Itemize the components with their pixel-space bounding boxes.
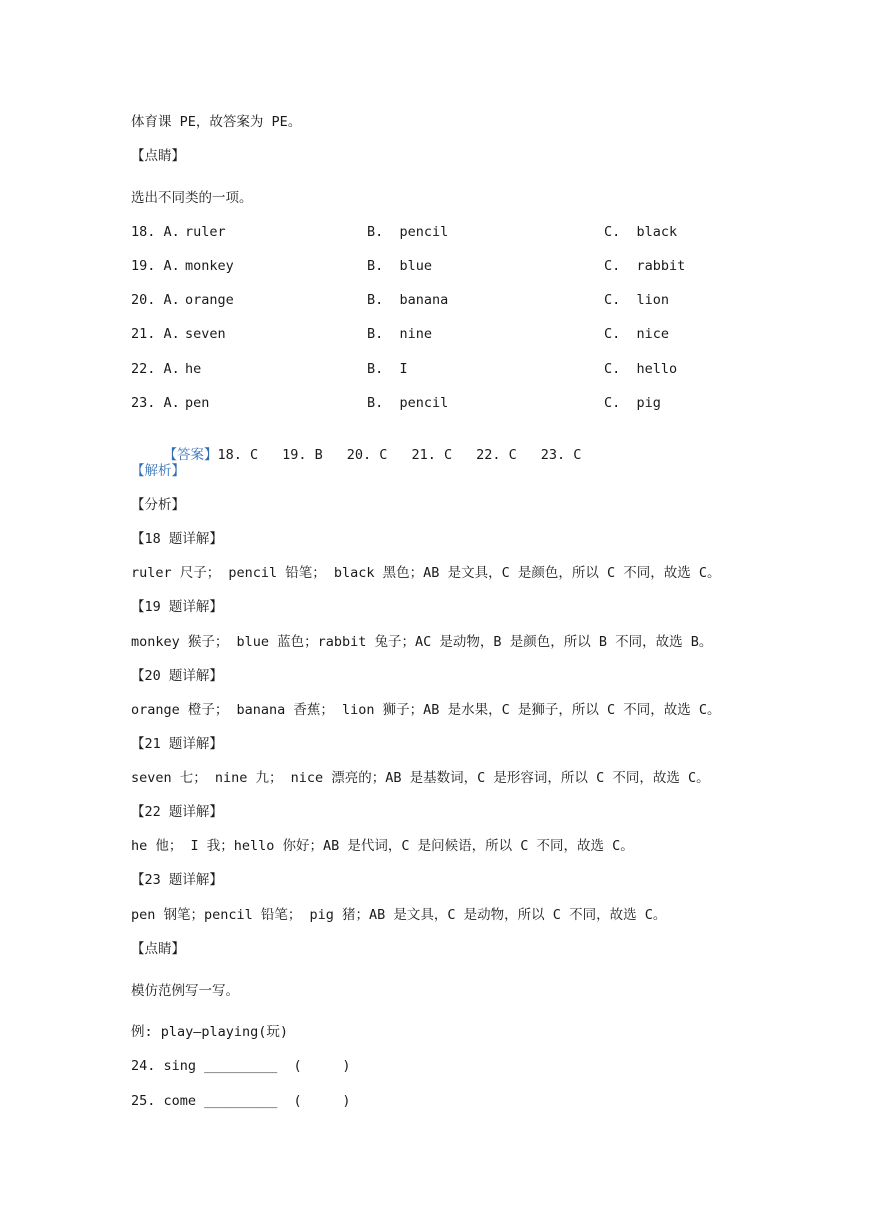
option-c: C. rabbit — [604, 258, 686, 274]
dianjing-heading: 【点睛】 — [131, 148, 185, 164]
question-number: 19. A. — [131, 258, 180, 274]
answer-item: 22. C — [476, 447, 517, 463]
option-a: ruler — [185, 224, 226, 240]
answer-item: 23. C — [540, 447, 582, 463]
option-a: monkey — [185, 258, 234, 274]
option-c: C. pig — [604, 395, 661, 411]
detail-heading: 【22 题详解】 — [131, 804, 223, 820]
example-line: 例: play—playing(玩) — [131, 1024, 289, 1040]
option-b: B. banana — [367, 292, 449, 308]
option-c: C. lion — [604, 292, 670, 308]
answer-label: 【答案】 — [163, 447, 218, 463]
detail-text: he 他； I 我；hello 你好；AB 是代词，C 是问候语，所以 C 不同，故选 C。 — [131, 838, 634, 854]
question-number: 23. A. — [131, 395, 180, 411]
answer-line — [131, 428, 605, 482]
question-number: 20. A. — [131, 292, 180, 308]
option-b: B. pencil — [367, 224, 449, 240]
option-a: pen — [185, 395, 210, 411]
option-b: B. pencil — [367, 395, 449, 411]
answer-item: 19. B — [282, 447, 323, 463]
dianjing-heading: 【点睛】 — [131, 941, 185, 957]
detail-heading: 【18 题详解】 — [131, 531, 223, 547]
answer-item: 20. C — [346, 447, 388, 463]
question-number: 22. A. — [131, 361, 180, 377]
detail-heading: 【19 题详解】 — [131, 599, 223, 615]
detail-text: ruler 尺子； pencil 铅笔； black 黑色；AB 是文具，C 是颜色，所以 C 不同，故选 C。 — [131, 565, 721, 581]
detail-text: orange 橙子； banana 香蕉； lion 狮子；AB 是水果，C 是狮子，所以 C 不同，故选 C。 — [131, 702, 721, 718]
question-number: 18. A. — [131, 224, 180, 240]
detail-text: monkey 猴子； blue 蓝色；rabbit 兔子；AC 是动物，B 是颜色，所以 B 不同，故选 B。 — [131, 634, 713, 650]
imitate-instruction: 模仿范例写一写。 — [131, 983, 239, 999]
jiexi-heading: 【解析】 — [131, 463, 185, 479]
option-c: C. hello — [604, 361, 678, 377]
fenxi-heading: 【分析】 — [131, 497, 185, 513]
answer-item: 18. C — [217, 447, 259, 463]
question-number: 21. A. — [131, 326, 180, 342]
answer-item: 21. C — [411, 447, 453, 463]
option-b: B. I — [367, 361, 408, 377]
detail-heading: 【20 题详解】 — [131, 668, 223, 684]
detail-text: pen 钢笔；pencil 铅笔； pig 猪；AB 是文具，C 是动物，所以 C 不同，故选 C。 — [131, 907, 667, 923]
option-b: B. nine — [367, 326, 433, 342]
detail-text: seven 七； nine 九； nice 漂亮的；AB 是基数词，C 是形容词，所以 C 不同，故选 C。 — [131, 770, 710, 786]
section-instruction: 选出不同类的一项。 — [131, 190, 253, 206]
detail-heading: 【23 题详解】 — [131, 872, 223, 888]
option-a: orange — [185, 292, 234, 308]
option-c: C. nice — [604, 326, 670, 342]
fill-item: 25. come _________ ( ) — [131, 1093, 351, 1109]
fill-item: 24. sing _________ ( ) — [131, 1058, 351, 1074]
top-line: 体育课 PE，故答案为 PE。 — [131, 114, 302, 130]
detail-heading: 【21 题详解】 — [131, 736, 223, 752]
option-c: C. black — [604, 224, 678, 240]
option-b: B. blue — [367, 258, 433, 274]
option-a: seven — [185, 326, 226, 342]
option-a: he — [185, 361, 202, 377]
